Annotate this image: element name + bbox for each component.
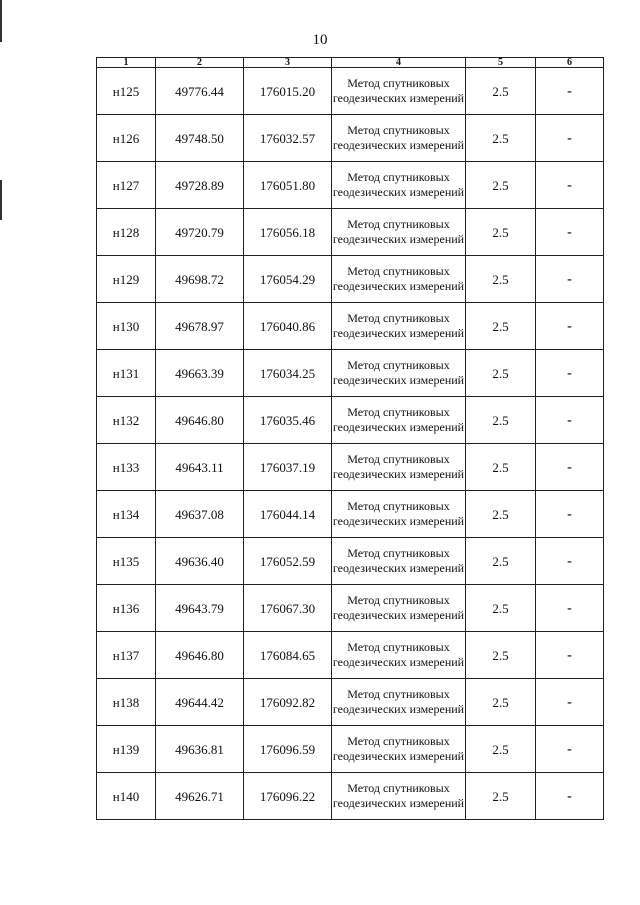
x-coordinate-cell: 49646.80 (156, 397, 244, 444)
table-row (97, 68, 604, 115)
point-id-cell: н133 (97, 444, 156, 491)
accuracy-cell: 2.5 (466, 632, 536, 679)
method-cell: Метод спутниковых геодезических измерений (332, 256, 466, 303)
method-cell: Метод спутниковых геодезических измерений (332, 679, 466, 726)
table-row (97, 444, 604, 491)
description-cell: - (536, 397, 604, 444)
y-coordinate-cell: 176015.20 (244, 68, 332, 115)
y-coordinate-cell: 176096.22 (244, 773, 332, 820)
column-header: 5 (466, 58, 536, 68)
accuracy-cell: 2.5 (466, 585, 536, 632)
table-row (97, 162, 604, 209)
x-coordinate-cell: 49698.72 (156, 256, 244, 303)
accuracy-cell: 2.5 (466, 350, 536, 397)
description-cell: - (536, 491, 604, 538)
method-cell: Метод спутниковых геодезических измерений (332, 115, 466, 162)
description-cell: - (536, 679, 604, 726)
method-cell: Метод спутниковых геодезических измерений (332, 162, 466, 209)
x-coordinate-cell: 49636.81 (156, 726, 244, 773)
x-coordinate-cell: 49637.08 (156, 491, 244, 538)
y-coordinate-cell: 176054.29 (244, 256, 332, 303)
method-cell: Метод спутниковых геодезических измерений (332, 632, 466, 679)
table-row (97, 585, 604, 632)
y-coordinate-cell: 176035.46 (244, 397, 332, 444)
description-cell: - (536, 209, 604, 256)
method-cell: Метод спутниковых геодезических измерений (332, 491, 466, 538)
table-body (97, 68, 604, 820)
point-id-cell: н127 (97, 162, 156, 209)
point-id-cell: н128 (97, 209, 156, 256)
accuracy-cell: 2.5 (466, 256, 536, 303)
table-row (97, 773, 604, 820)
accuracy-cell: 2.5 (466, 303, 536, 350)
point-id-cell: н138 (97, 679, 156, 726)
table-row (97, 256, 604, 303)
point-id-cell: н140 (97, 773, 156, 820)
accuracy-cell: 2.5 (466, 209, 536, 256)
method-cell: Метод спутниковых геодезических измерений (332, 397, 466, 444)
y-coordinate-cell: 176040.86 (244, 303, 332, 350)
point-id-cell: н135 (97, 538, 156, 585)
method-cell: Метод спутниковых геодезических измерений (332, 444, 466, 491)
point-id-cell: н137 (97, 632, 156, 679)
table-row (97, 115, 604, 162)
method-cell: Метод спутниковых геодезических измерений (332, 773, 466, 820)
method-cell: Метод спутниковых геодезических измерений (332, 726, 466, 773)
point-id-cell: н126 (97, 115, 156, 162)
table-row (97, 397, 604, 444)
point-id-cell: н130 (97, 303, 156, 350)
x-coordinate-cell: 49776.44 (156, 68, 244, 115)
x-coordinate-cell: 49626.71 (156, 773, 244, 820)
description-cell: - (536, 773, 604, 820)
x-coordinate-cell: 49643.11 (156, 444, 244, 491)
y-coordinate-cell: 176096.59 (244, 726, 332, 773)
x-coordinate-cell: 49678.97 (156, 303, 244, 350)
x-coordinate-cell: 49720.79 (156, 209, 244, 256)
point-id-cell: н131 (97, 350, 156, 397)
description-cell: - (536, 115, 604, 162)
column-header: 2 (156, 58, 244, 68)
accuracy-cell: 2.5 (466, 444, 536, 491)
description-cell: - (536, 68, 604, 115)
method-cell: Метод спутниковых геодезических измерений (332, 350, 466, 397)
method-cell: Метод спутниковых геодезических измерений (332, 209, 466, 256)
x-coordinate-cell: 49748.50 (156, 115, 244, 162)
scan-edge-mark-middle (0, 180, 2, 220)
table-row (97, 350, 604, 397)
accuracy-cell: 2.5 (466, 162, 536, 209)
y-coordinate-cell: 176032.57 (244, 115, 332, 162)
accuracy-cell: 2.5 (466, 397, 536, 444)
column-header: 4 (332, 58, 466, 68)
method-cell: Метод спутниковых геодезических измерений (332, 68, 466, 115)
description-cell: - (536, 303, 604, 350)
accuracy-cell: 2.5 (466, 115, 536, 162)
accuracy-cell: 2.5 (466, 68, 536, 115)
description-cell: - (536, 162, 604, 209)
column-header: 3 (244, 58, 332, 68)
table-row (97, 538, 604, 585)
description-cell: - (536, 538, 604, 585)
column-header: 6 (536, 58, 604, 68)
table-header-row (97, 58, 604, 68)
point-id-cell: н132 (97, 397, 156, 444)
table-row (97, 679, 604, 726)
table-row (97, 632, 604, 679)
point-id-cell: н129 (97, 256, 156, 303)
x-coordinate-cell: 49646.80 (156, 632, 244, 679)
point-id-cell: н136 (97, 585, 156, 632)
table-row (97, 726, 604, 773)
y-coordinate-cell: 176051.80 (244, 162, 332, 209)
y-coordinate-cell: 176084.65 (244, 632, 332, 679)
coordinates-table (96, 57, 604, 820)
point-id-cell: н139 (97, 726, 156, 773)
description-cell: - (536, 256, 604, 303)
table-row (97, 491, 604, 538)
y-coordinate-cell: 176052.59 (244, 538, 332, 585)
x-coordinate-cell: 49728.89 (156, 162, 244, 209)
description-cell: - (536, 726, 604, 773)
description-cell: - (536, 585, 604, 632)
x-coordinate-cell: 49663.39 (156, 350, 244, 397)
method-cell: Метод спутниковых геодезических измерений (332, 538, 466, 585)
method-cell: Метод спутниковых геодезических измерений (332, 585, 466, 632)
x-coordinate-cell: 49644.42 (156, 679, 244, 726)
x-coordinate-cell: 49636.40 (156, 538, 244, 585)
description-cell: - (536, 632, 604, 679)
y-coordinate-cell: 176056.18 (244, 209, 332, 256)
point-id-cell: н125 (97, 68, 156, 115)
table-row (97, 209, 604, 256)
column-header: 1 (97, 58, 156, 68)
description-cell: - (536, 444, 604, 491)
y-coordinate-cell: 176067.30 (244, 585, 332, 632)
x-coordinate-cell: 49643.79 (156, 585, 244, 632)
accuracy-cell: 2.5 (466, 773, 536, 820)
accuracy-cell: 2.5 (466, 538, 536, 585)
accuracy-cell: 2.5 (466, 726, 536, 773)
point-id-cell: н134 (97, 491, 156, 538)
y-coordinate-cell: 176037.19 (244, 444, 332, 491)
y-coordinate-cell: 176034.25 (244, 350, 332, 397)
accuracy-cell: 2.5 (466, 679, 536, 726)
y-coordinate-cell: 176092.82 (244, 679, 332, 726)
accuracy-cell: 2.5 (466, 491, 536, 538)
description-cell: - (536, 350, 604, 397)
method-cell: Метод спутниковых геодезических измерений (332, 303, 466, 350)
table-row (97, 303, 604, 350)
page-number: 10 (312, 32, 328, 48)
y-coordinate-cell: 176044.14 (244, 491, 332, 538)
